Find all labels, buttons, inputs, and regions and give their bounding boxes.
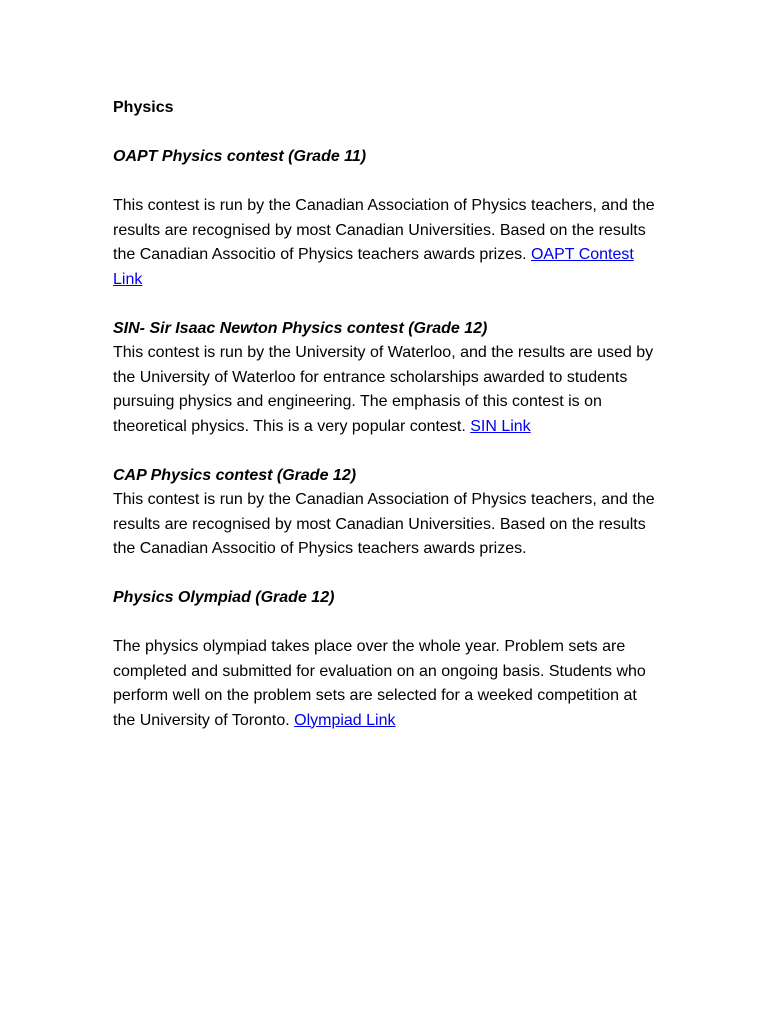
spacer: [113, 439, 658, 464]
section-body-oapt: [113, 194, 658, 292]
section-heading-sin: SIN- Sir Isaac Newton Physics contest (Grade 12): [113, 319, 488, 337]
section-text-oapt: This contest is run by the Canadian Association of Physics teachers, and the results are recognised by most Canadian Universities. Based on the results the Canadian Associtio of Physics teachers awards prizes.: [113, 197, 655, 263]
section-body-sin: [113, 341, 658, 439]
section-heading-cap: CAP Physics contest (Grade 12): [113, 466, 357, 484]
section-heading-oapt: OAPT Physics contest (Grade 11): [113, 148, 367, 165]
oapt-contest-link[interactable]: OAPT Contest Link: [113, 246, 634, 288]
section-body-cap: This contest is run by the Canadian Association of Physics teachers, and the results are recognised by most Canadian Universities. Based on the results the Canadian Associtio of Physics teachers awards prizes.: [113, 491, 655, 557]
document-page: [113, 96, 658, 733]
spacer: [113, 611, 658, 636]
section-text-olympiad: The physics olympiad takes place over the whole year. Problem sets are completed and submitted for evaluation on an ongoing basis. Students who perform well on the problem sets are selected for a weeked competition at the University of Toronto.: [113, 638, 646, 729]
sin-link[interactable]: SIN Link: [470, 417, 531, 435]
olympiad-link[interactable]: Olympiad Link: [294, 711, 396, 729]
section-heading-olympiad: Physics Olympiad (Grade 12): [113, 589, 335, 606]
section-body-olympiad: [113, 635, 658, 733]
spacer: [113, 170, 658, 195]
section-text-sin: This contest is run by the University of Waterloo, and the results are used by the University of Waterloo for entrance scholarships awarded to students pursuing physics and engineering. The emphasis of this contest is on theoretical physics. This is a very popular contest.: [113, 344, 654, 435]
page-title: Physics: [113, 99, 174, 116]
spacer: [113, 292, 658, 317]
spacer: [113, 562, 658, 587]
spacer: [113, 121, 658, 146]
